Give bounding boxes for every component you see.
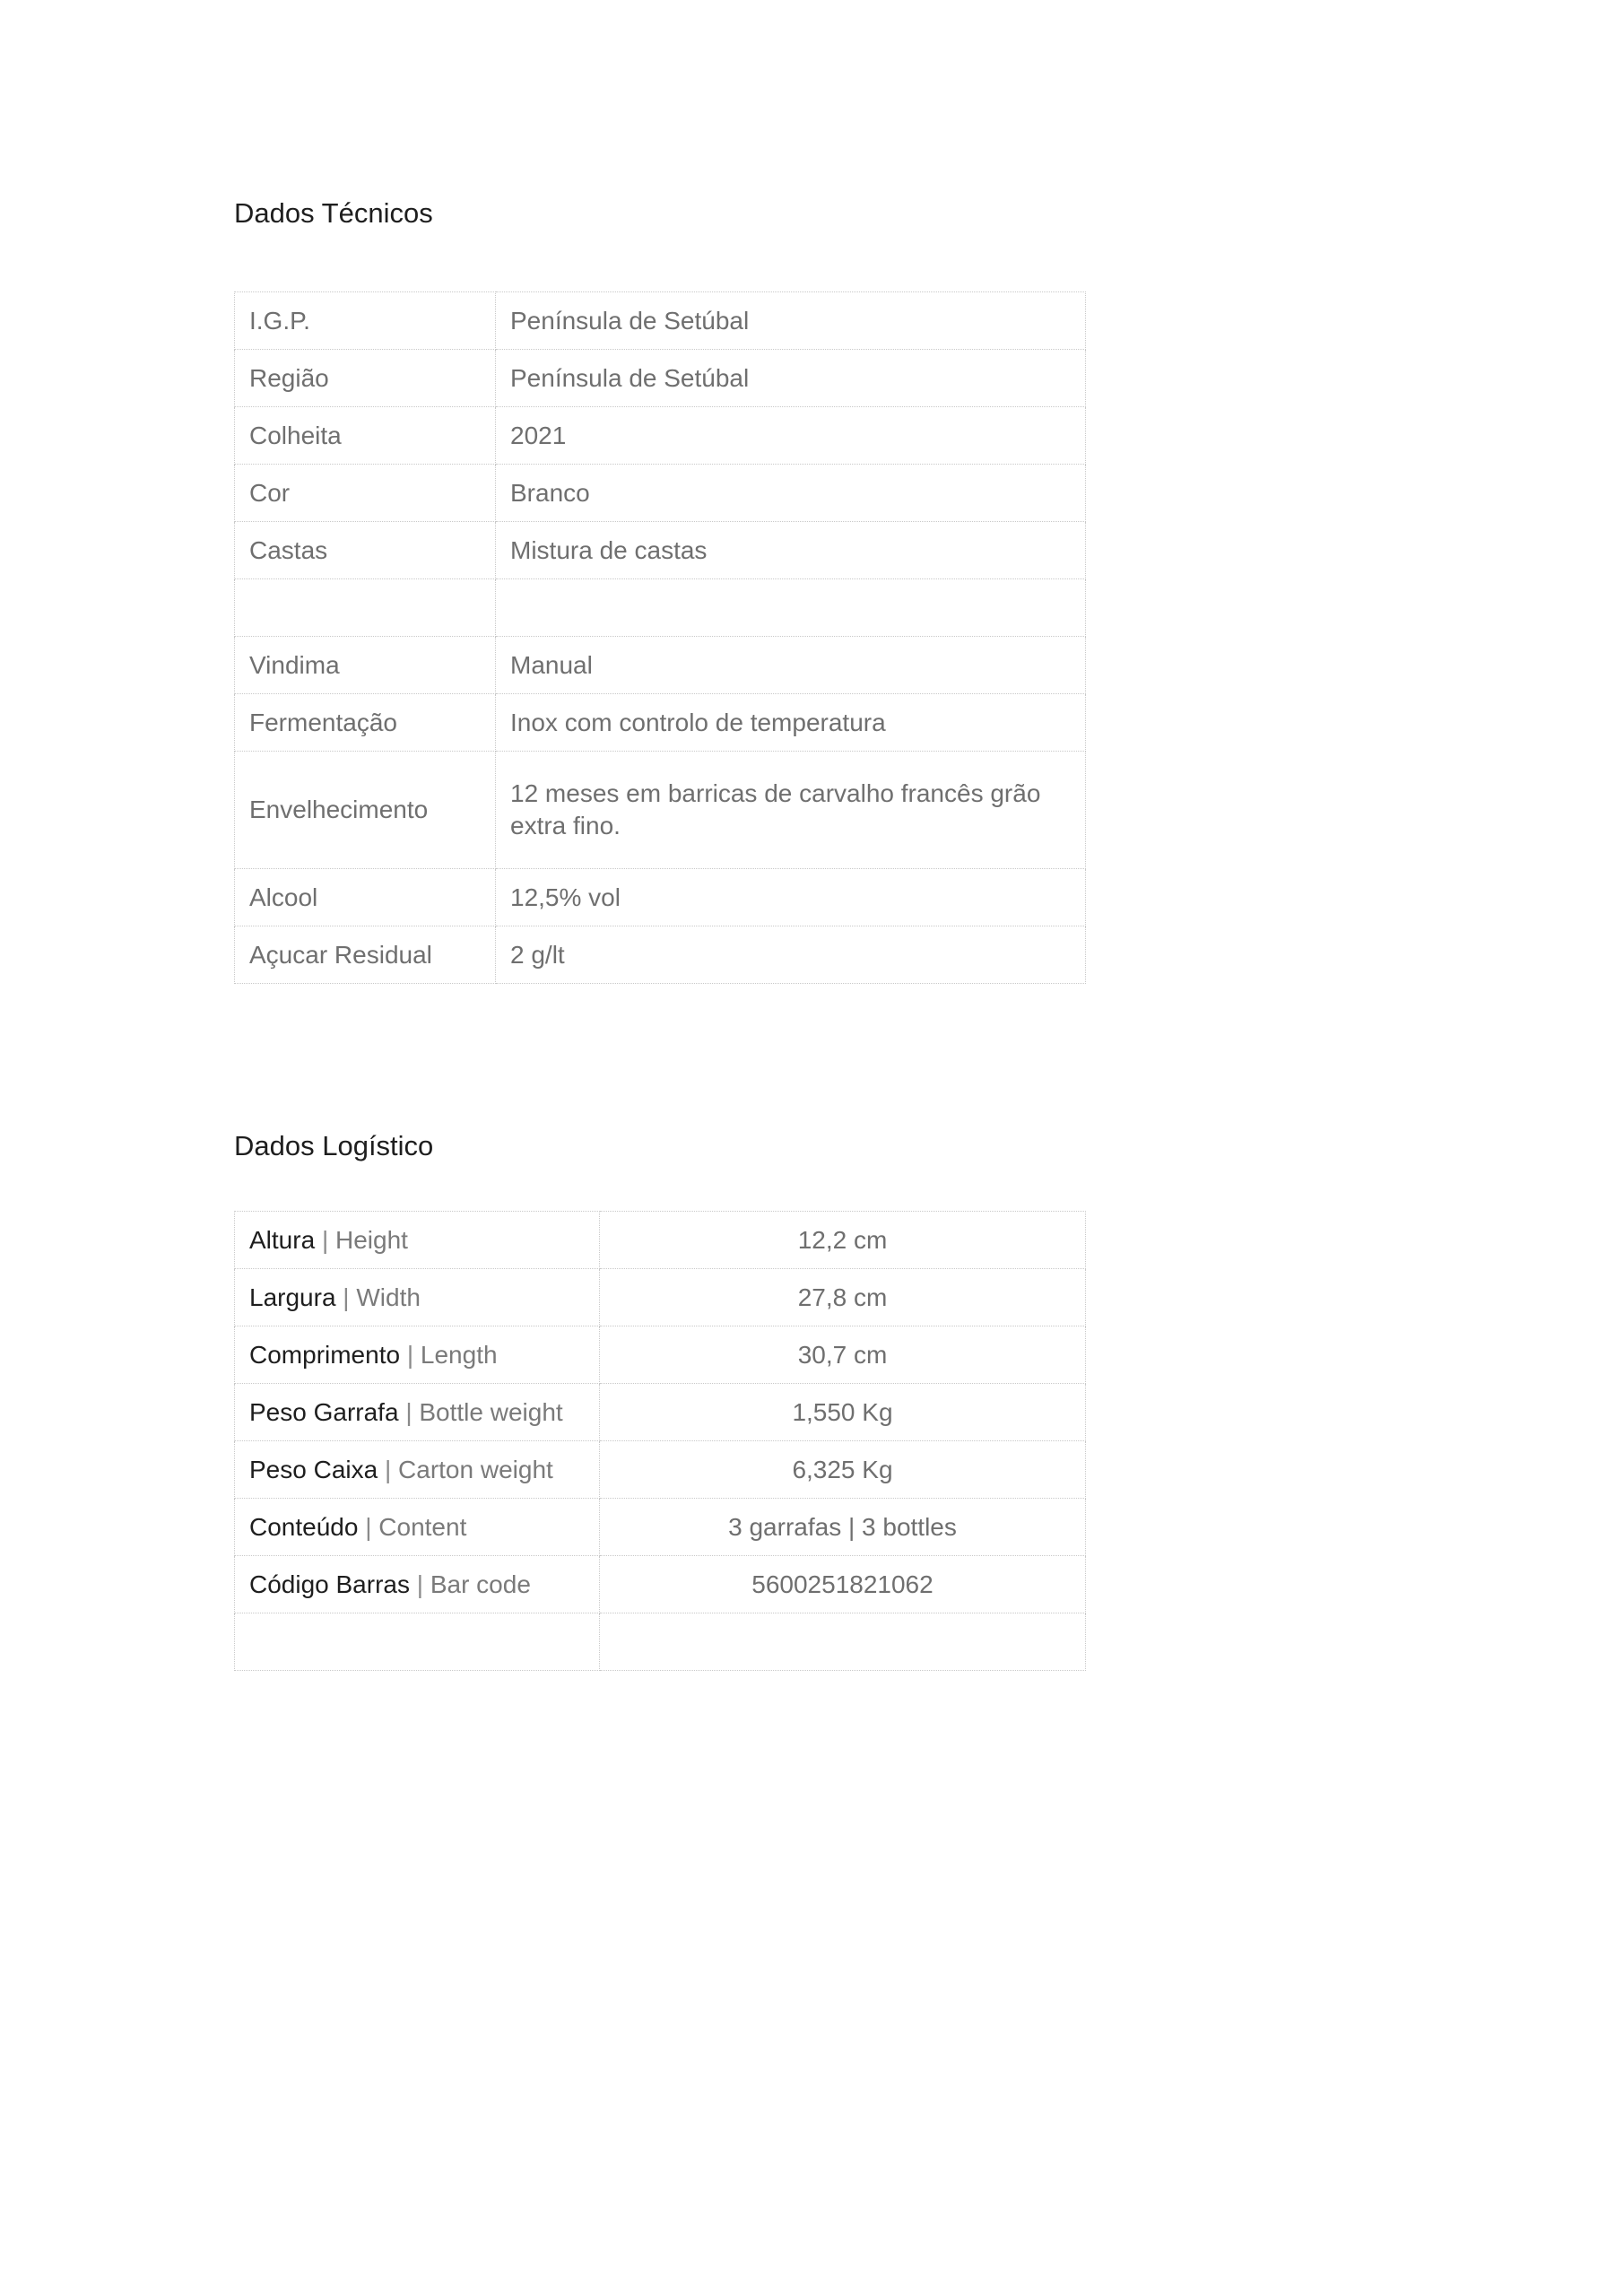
- table-row: [235, 1556, 1086, 1613]
- row-value: 12,5% vol: [496, 869, 1086, 926]
- row-label: Região: [235, 350, 496, 407]
- label-en: Carton weight: [398, 1455, 553, 1483]
- technical-section-title: Dados Técnicos: [234, 197, 433, 229]
- row-value: Mistura de castas: [496, 522, 1086, 579]
- label-separator: |: [384, 1455, 392, 1483]
- label-pt: Comprimento: [249, 1340, 401, 1369]
- table-row: [235, 926, 1086, 984]
- row-label: Colheita: [235, 407, 496, 465]
- label-separator: |: [365, 1512, 372, 1541]
- label-separator: |: [416, 1570, 424, 1598]
- label-pt: Altura: [249, 1225, 316, 1254]
- table-row: [235, 1269, 1086, 1326]
- row-value: Inox com controlo de temperatura: [496, 694, 1086, 752]
- row-label: I.G.P.: [235, 292, 496, 350]
- table-row: [235, 292, 1086, 350]
- table-row: [235, 465, 1086, 522]
- label-separator: |: [343, 1283, 350, 1311]
- row-label: [235, 1384, 600, 1441]
- table-row-empty: [235, 579, 1086, 637]
- row-label: Vindima: [235, 637, 496, 694]
- label-en: Length: [420, 1340, 498, 1369]
- table-row: [235, 694, 1086, 752]
- row-value: [496, 579, 1086, 637]
- label-separator: |: [405, 1397, 413, 1426]
- row-label: [235, 1556, 600, 1613]
- label-en: Bottle weight: [419, 1397, 563, 1426]
- logistics-section-title: Dados Logístico: [234, 1130, 434, 1161]
- row-label: [235, 1499, 600, 1556]
- row-label: [235, 1326, 600, 1384]
- table-row: [235, 522, 1086, 579]
- label-en: Content: [378, 1512, 467, 1541]
- label-pt: Peso Caixa: [249, 1455, 378, 1483]
- row-value: 12 meses em barricas de carvalho francês grão extra fino.: [496, 752, 1086, 869]
- table-row: [235, 869, 1086, 926]
- row-value: [600, 1613, 1086, 1671]
- row-label: [235, 1269, 600, 1326]
- logistics-data-table: [234, 1211, 1086, 1671]
- row-value: Península de Setúbal: [496, 292, 1086, 350]
- row-value: 1,550 Kg: [600, 1384, 1086, 1441]
- table-row: [235, 407, 1086, 465]
- row-label: Açucar Residual: [235, 926, 496, 984]
- table-row: [235, 1441, 1086, 1499]
- row-value: 3 garrafas | 3 bottles: [600, 1499, 1086, 1556]
- table-row: [235, 637, 1086, 694]
- row-value: 27,8 cm: [600, 1269, 1086, 1326]
- row-label: Envelhecimento: [235, 752, 496, 869]
- row-value: 12,2 cm: [600, 1212, 1086, 1269]
- table-row: [235, 1384, 1086, 1441]
- label-separator: |: [321, 1225, 329, 1254]
- row-label: [235, 1212, 600, 1269]
- label-separator: |: [406, 1340, 414, 1369]
- row-value: Branco: [496, 465, 1086, 522]
- row-label: [235, 1613, 600, 1671]
- row-label: [235, 1441, 600, 1499]
- label-pt: Largura: [249, 1283, 336, 1311]
- row-value: 6,325 Kg: [600, 1441, 1086, 1499]
- label-en: Width: [356, 1283, 421, 1311]
- technical-data-table: [234, 291, 1086, 984]
- row-label: Cor: [235, 465, 496, 522]
- table-row: [235, 350, 1086, 407]
- row-label: Castas: [235, 522, 496, 579]
- row-value: 2021: [496, 407, 1086, 465]
- row-label: Alcool: [235, 869, 496, 926]
- row-value: 2 g/lt: [496, 926, 1086, 984]
- label-pt: Código Barras: [249, 1570, 410, 1598]
- table-row: [235, 1499, 1086, 1556]
- table-row-empty: [235, 1613, 1086, 1671]
- row-value: Manual: [496, 637, 1086, 694]
- row-label: Fermentação: [235, 694, 496, 752]
- row-value: 5600251821062: [600, 1556, 1086, 1613]
- row-value: 30,7 cm: [600, 1326, 1086, 1384]
- row-label: [235, 579, 496, 637]
- label-en: Height: [335, 1225, 408, 1254]
- table-row: [235, 1212, 1086, 1269]
- table-row: [235, 1326, 1086, 1384]
- label-pt: Peso Garrafa: [249, 1397, 399, 1426]
- label-en: Bar code: [430, 1570, 531, 1598]
- row-value: Península de Setúbal: [496, 350, 1086, 407]
- table-row: [235, 752, 1086, 869]
- label-pt: Conteúdo: [249, 1512, 359, 1541]
